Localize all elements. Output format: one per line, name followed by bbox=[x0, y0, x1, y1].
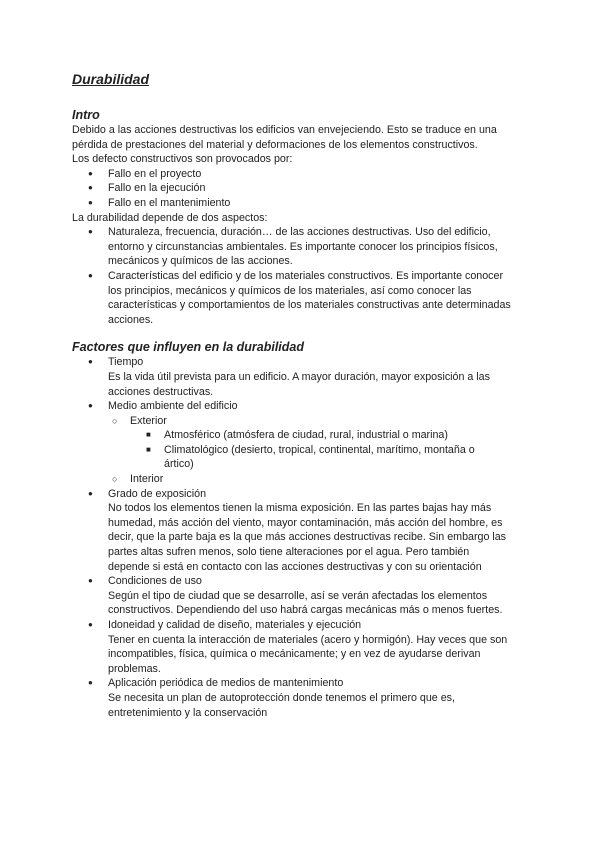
list-item-label: ● Idoneidad y calidad de diseño, materiales y ejecución bbox=[108, 619, 362, 631]
list-item-line: No todos los elementos tienen la misma exposición. En las partes bajas hay más bbox=[108, 502, 492, 515]
list-item bbox=[72, 269, 532, 327]
page-title: Durabilidad bbox=[72, 71, 150, 87]
paragraph-line: pérdida de prestaciones del material y deformaciones de los elementos constructivos. bbox=[72, 138, 478, 151]
list-item-line: mecánicos y químicos de las acciones. bbox=[108, 255, 293, 268]
list-item-line: constructivos. Dependiendo del uso habrá cargas mecánicas más o menos fuertes. bbox=[108, 604, 503, 617]
aspects-list bbox=[72, 225, 532, 327]
list-item-label: ● Medio ambiente del edificio bbox=[108, 400, 238, 413]
list-item bbox=[72, 355, 532, 399]
causes-list bbox=[72, 167, 532, 211]
list-item-line: ■ Climatológico (desierto, tropical, continental, marítimo, montaña o bbox=[164, 443, 475, 456]
section-heading-factores: Factores que influyen en la durabilidad bbox=[72, 340, 304, 355]
list-item-line: Según el tipo de ciudad que se desarrolle, así se verán afectadas los elementos bbox=[108, 589, 488, 602]
list-item bbox=[72, 676, 532, 720]
list-item bbox=[72, 399, 532, 487]
list-item-line: entorno y circunstancias ambientales. Es importante conocer los principios físicos, bbox=[108, 240, 498, 253]
list-item-line: partes altas sufren menos, solo tiene alteraciones por el agua. Pero también bbox=[108, 546, 470, 559]
sub-sublist-item bbox=[144, 443, 532, 472]
list-item: ● Fallo en el mantenimiento bbox=[72, 196, 532, 211]
list-item: ● Fallo en la ejecución bbox=[72, 181, 532, 196]
sub-sublist-item bbox=[144, 428, 532, 443]
list-item bbox=[72, 225, 532, 269]
list-item-line: ● Características del edificio y de los materiales constructivos. Es importante conocer bbox=[108, 269, 504, 282]
list-item-line: los principios, mecánicos y químicos de los materiales, así como conocer las bbox=[108, 284, 472, 297]
paragraph-line: Debido a las acciones destructivas los edificios van envejeciendo. Esto se traduce en una bbox=[72, 124, 497, 136]
list-item-line: ártico) bbox=[164, 458, 194, 471]
sublist-item-label: ○ Exterior bbox=[130, 414, 167, 427]
paragraph: Los defecto constructivos son provocados por: bbox=[72, 153, 293, 166]
list-item bbox=[72, 487, 532, 575]
list-item-line: ■ Atmosférico (atmósfera de ciudad, rural, industrial o marina) bbox=[164, 429, 448, 442]
list-item-line: Es la vida útil prevista para un edificio. A mayor duración, mayor exposición a las bbox=[108, 370, 490, 383]
list-item bbox=[72, 618, 532, 676]
paragraph: La durabilidad depende de dos aspectos: bbox=[72, 211, 268, 224]
list-item-line: incompatibles, física, química o mecánicamente; y en vez de ayudarse derivan bbox=[108, 648, 481, 661]
list-item-line: decir, que la parte baja es la que más acciones destructivas recibe. Sin embargo las bbox=[108, 531, 507, 544]
list-item-line: ● Naturaleza, frecuencia, duración… de las acciones destructivas. Uso del edificio, bbox=[108, 226, 491, 239]
exterior-sublist bbox=[144, 428, 532, 472]
factors-list bbox=[72, 355, 532, 720]
list-item-line: acciones. bbox=[108, 313, 154, 326]
list-item-line: características y comportamientos de los materiales constructivas ante determinadas bbox=[108, 299, 511, 312]
list-item-label: ● Tiempo bbox=[108, 356, 144, 369]
document-page bbox=[72, 70, 532, 720]
list-item-label: ● Grado de exposición bbox=[108, 487, 207, 500]
list-item: ● Fallo en el proyecto bbox=[72, 167, 532, 182]
section-heading-intro: Intro bbox=[72, 108, 100, 122]
list-item-line: problemas. bbox=[108, 662, 161, 675]
list-item-line: acciones destructivas. bbox=[108, 385, 214, 398]
sublist-item: ○ Interior bbox=[112, 472, 532, 487]
list-item-line: humedad, más acción del viento, mayor contaminación, más acción del hombre, es bbox=[108, 516, 503, 529]
list-item bbox=[72, 574, 532, 618]
list-item-line: depende si está en contacto con las acciones destructivas y con su orientación bbox=[108, 560, 482, 573]
list-item-label: ● Condiciones de uso bbox=[108, 575, 202, 588]
list-item-line: Tener en cuenta la interacción de materiales (acero y hormigón). Hay veces que son bbox=[108, 633, 508, 646]
sublist-item bbox=[112, 414, 532, 472]
medio-sublist bbox=[112, 414, 532, 487]
list-item-label: ● Aplicación periódica de medios de mantenimiento bbox=[108, 677, 344, 690]
list-item-line: entretenimiento y la conservación bbox=[108, 706, 268, 719]
list-item-line: Se necesita un plan de autoprotección donde tenemos el primero que es, bbox=[108, 691, 455, 704]
